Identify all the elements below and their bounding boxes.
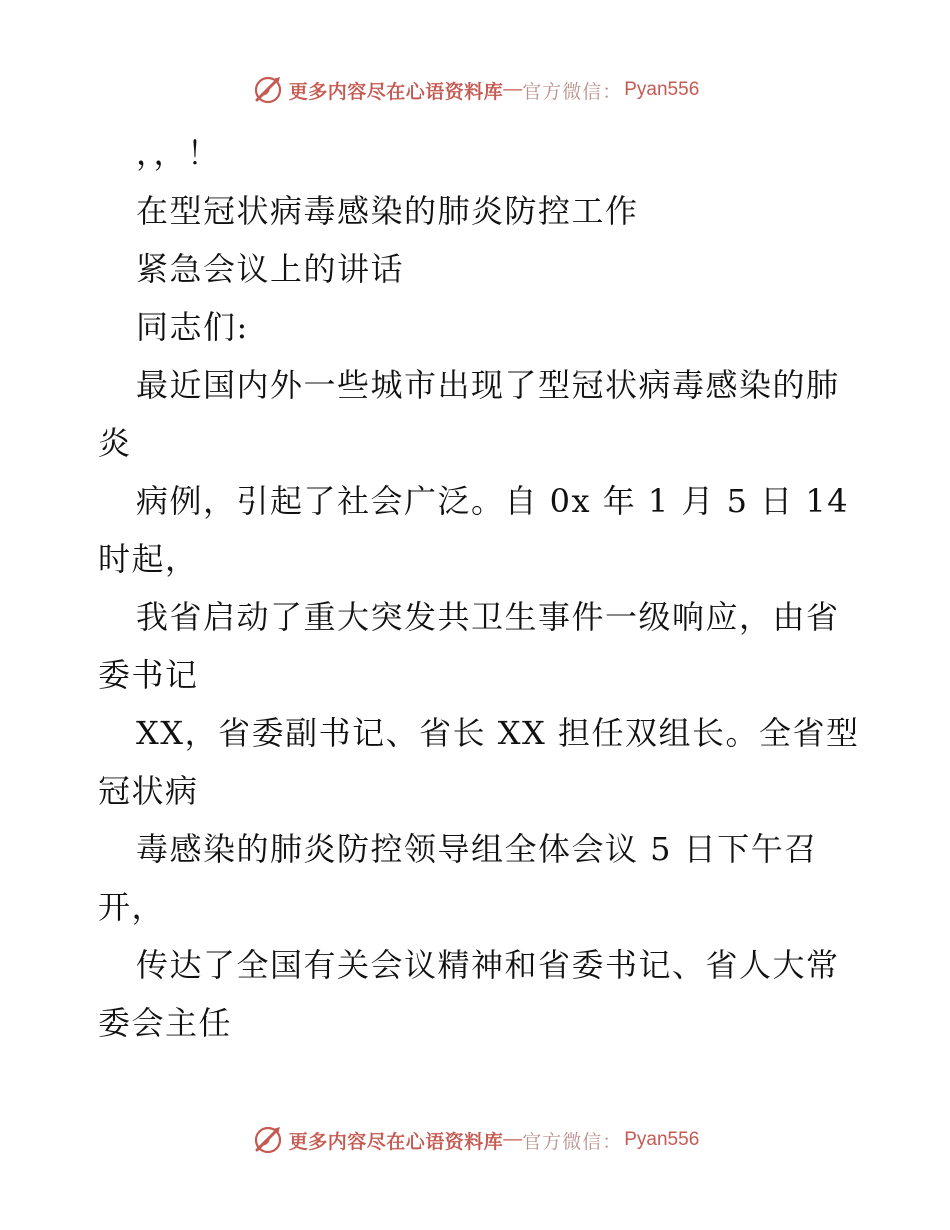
text-line: 炎 — [98, 424, 132, 462]
text-line: 传达了全国有关会议精神和省委书记、省人大常 — [136, 946, 840, 984]
speech-title-line-2: 紧急会议上的讲话 — [136, 250, 405, 288]
watermark-wechat-id: Pyan556 — [624, 1129, 700, 1150]
quill-pen-logo-icon — [251, 1123, 285, 1157]
watermark-dash: — — [503, 79, 523, 100]
text-line: ，，！ — [136, 134, 221, 172]
watermark-wechat-label: 官方微信： — [522, 1130, 623, 1153]
text-line: 病例，引起了社会广泛。自 0x 年 1 月 5 日 14 — [136, 482, 850, 520]
watermark-wechat-label: 官方微信： — [522, 80, 623, 103]
text-line: 时起， — [98, 540, 199, 578]
text-line: 我省启动了重大突发共卫生事件一级响应，由省 — [136, 598, 840, 636]
text-line: XX，省委副书记、省长 XX 担任双组长。全省型 — [136, 714, 860, 752]
salutation: 同志们: — [136, 308, 249, 346]
watermark-site-text: 更多内容尽在心语资料库 — [288, 1130, 504, 1153]
footer-watermark — [0, 1120, 950, 1160]
document-body — [98, 124, 858, 1052]
text-line: 开， — [98, 888, 166, 926]
text-line: 毒感染的肺炎防控领导组全体会议 5 日下午召 — [136, 830, 818, 868]
header-watermark — [0, 70, 950, 110]
watermark-dash: — — [503, 1129, 523, 1150]
text-line: 最近国内外一些城市出现了型冠状病毒感染的肺 — [136, 366, 840, 404]
text-line: 委会主任 — [98, 1004, 233, 1042]
quill-pen-logo-icon — [251, 73, 285, 107]
watermark-wechat-id: Pyan556 — [624, 79, 700, 100]
watermark-site-text: 更多内容尽在心语资料库 — [288, 80, 504, 103]
text-line: 委书记 — [98, 656, 199, 694]
text-line: 冠状病 — [98, 772, 199, 810]
speech-title-line-1: 在型冠状病毒感染的肺炎防控工作 — [136, 192, 639, 230]
